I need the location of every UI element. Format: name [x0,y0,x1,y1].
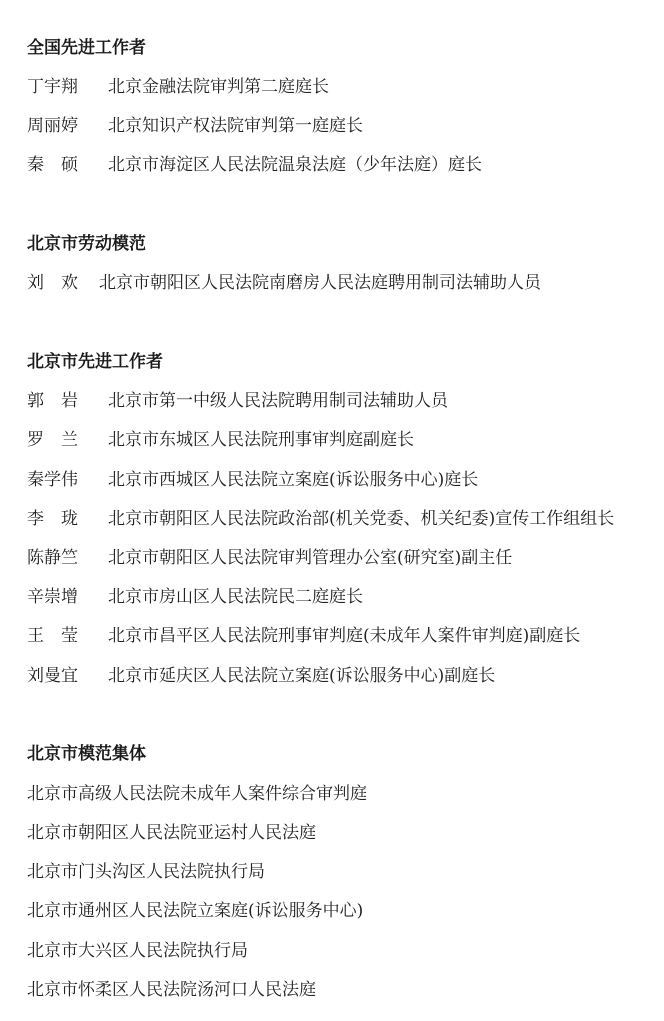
person-name: 郭 岩 [27,391,78,411]
person-name: 辛崇增 [27,587,78,607]
person-position: 北京知识产权法院审判第一庭庭长 [108,116,363,136]
person-position: 北京市昌平区人民法院刑事审判庭(未成年人案件审判庭)副庭长 [108,626,581,646]
list-item: 北京市高级人民法院未成年人案件综合审判庭 [27,784,367,804]
person-name: 秦学伟 [27,470,78,490]
list-item [27,626,664,646]
person-name: 秦 硕 [27,155,78,175]
person-position: 北京市朝阳区人民法院南磨房人民法庭聘用制司法辅助人员 [99,273,541,293]
list-item: 北京市怀柔区人民法院汤河口人民法庭 [27,980,316,1000]
list-item [27,666,664,686]
list-item: 北京市朝阳区人民法院亚运村人民法庭 [27,823,316,843]
list-item: 北京市门头沟区人民法院执行局 [27,862,265,882]
list-item [27,77,664,97]
person-name: 李 珑 [27,509,78,529]
section-title-beijing-model-collectives: 北京市模范集体 [27,744,146,764]
list-item [27,470,664,490]
person-name: 刘曼宜 [27,666,78,686]
list-item [27,548,664,568]
list-item [27,391,664,411]
person-position: 北京市朝阳区人民法院政治部(机关党委、机关纪委)宣传工作组组长 [108,509,615,529]
person-name: 罗 兰 [27,430,78,450]
person-position: 北京金融法院审判第二庭庭长 [108,77,329,97]
person-position: 北京市西城区人民法院立案庭(诉讼服务中心)庭长 [108,470,479,490]
list-item [27,155,664,175]
person-position: 北京市延庆区人民法院立案庭(诉讼服务中心)副庭长 [108,666,496,686]
person-position: 北京市东城区人民法院刑事审判庭副庭长 [108,430,414,450]
list-item [27,509,664,529]
person-position: 北京市第一中级人民法院聘用制司法辅助人员 [108,391,448,411]
person-name: 周丽婷 [27,116,78,136]
person-position: 北京市海淀区人民法院温泉法庭（少年法庭）庭长 [108,155,482,175]
list-item: 北京市通州区人民法院立案庭(诉讼服务中心) [27,901,364,921]
list-item [27,116,664,136]
section-title-national-advanced-workers: 全国先进工作者 [27,38,146,58]
list-item [27,273,664,293]
list-item [27,430,664,450]
person-position: 北京市房山区人民法院民二庭庭长 [108,587,363,607]
list-item [27,587,664,607]
person-name: 刘 欢 [27,273,78,293]
person-name: 王 莹 [27,626,78,646]
person-name: 陈静竺 [27,548,78,568]
person-position: 北京市朝阳区人民法院审判管理办公室(研究室)副主任 [108,548,513,568]
section-title-beijing-advanced-workers: 北京市先进工作者 [27,352,163,372]
section-title-beijing-labor-models: 北京市劳动模范 [27,234,146,254]
person-name: 丁宇翔 [27,77,78,97]
list-item: 北京市大兴区人民法院执行局 [27,941,248,961]
